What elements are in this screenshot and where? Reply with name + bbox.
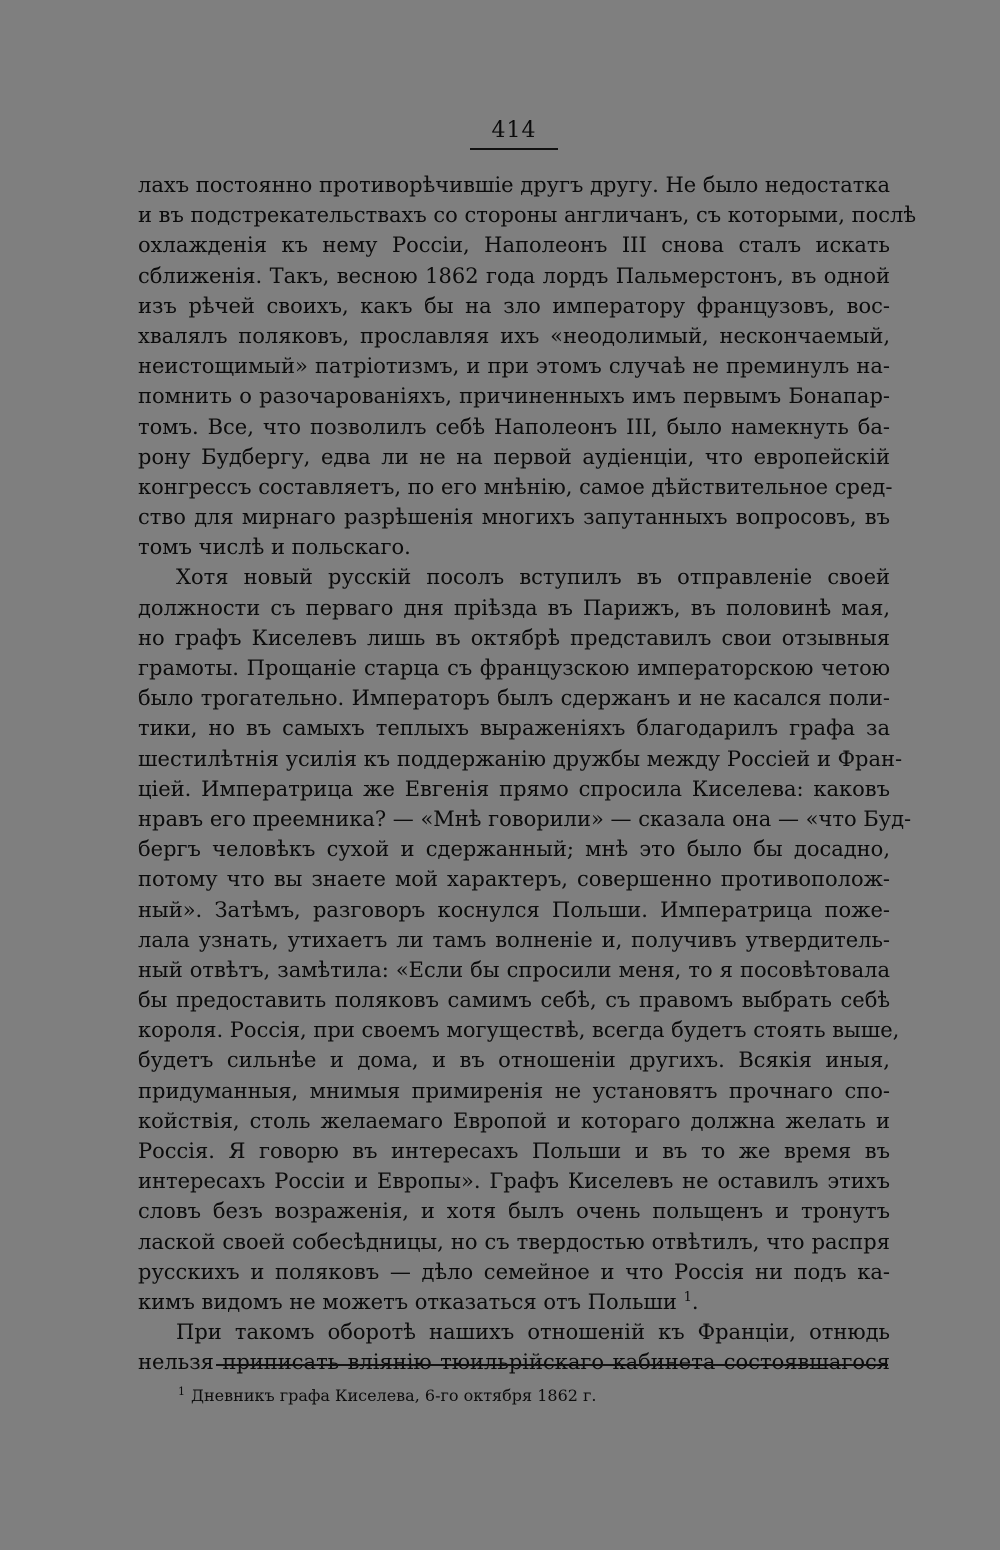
- text-line: [138, 1106, 890, 1136]
- text-line: [138, 351, 890, 381]
- text-line: [138, 623, 890, 653]
- text-line-content: кимъ видомъ не можетъ отказаться отъ Польши: [138, 1289, 677, 1314]
- text-line-content: лахъ постоянно противорѣчившіе другъ другу. Не было недостатка: [138, 173, 891, 197]
- paragraph: [138, 562, 912, 1317]
- text-line: [138, 1227, 890, 1257]
- text-line-content: томъ числѣ и польскаго.: [138, 535, 411, 560]
- text-line: [138, 1166, 890, 1196]
- text-line: [138, 532, 890, 562]
- text-line: [138, 412, 890, 442]
- text-line: [138, 502, 890, 532]
- text-line-content: лаской своей собесѣдницы, но съ твердостью отвѣтилъ, что распря: [138, 1229, 890, 1254]
- text-line: [138, 1045, 890, 1075]
- text-line-content: конгрессъ составляетъ, по его мнѣнію, самое дѣйствительное сред-: [138, 474, 893, 499]
- footnote-text: Дневникъ графа Киселева, 6-го октября 1862 г.: [191, 1386, 597, 1405]
- text-line: [138, 683, 890, 713]
- text-line: [138, 985, 890, 1015]
- text-line: [138, 261, 890, 291]
- paragraph: [138, 1317, 890, 1377]
- text-line: [138, 472, 893, 502]
- text-line: [138, 230, 890, 260]
- trailing-punctuation: .: [691, 1289, 699, 1314]
- text-line-content: хвалялъ поляковъ, прославляя ихъ «неодолимый, нескончаемый,: [138, 323, 890, 348]
- text-line: [138, 321, 890, 351]
- text-line: [138, 774, 890, 804]
- text-line-content: сближенія. Такъ, весною 1862 года лордъ Пальмерстонъ, въ одной: [138, 263, 890, 288]
- text-line-content: русскихъ и поляковъ — дѣло семейное и что Россія ни подъ ка-: [138, 1259, 890, 1284]
- text-line: [138, 834, 890, 864]
- text-line: [138, 955, 890, 985]
- text-line-content: койствія, столь желаемаго Европой и котораго должна желать и: [138, 1108, 890, 1133]
- text-line: [138, 291, 890, 321]
- text-line-content: помнить о разочарованіяхъ, причиненныхъ имъ первымъ Бонапар-: [138, 384, 890, 409]
- text-line: [138, 864, 890, 894]
- text-line-content: Россія. Я говорю въ интересахъ Польши и въ то же время въ: [138, 1139, 890, 1163]
- text-line-content: лала узнать, утихаетъ ли тамъ волненіе и, получивъ утвердитель-: [138, 927, 890, 952]
- text-line: [138, 713, 890, 743]
- text-line-content: короля. Россія, при своемъ могуществѣ, всегда будетъ стоять выше,: [138, 1018, 900, 1043]
- text-line-content: но графъ Киселевъ лишь въ октябрѣ представилъ свои отзывныя: [138, 625, 890, 650]
- text-line-content: словъ безъ возраженія, и хотя былъ очень польщенъ и тронутъ: [138, 1199, 890, 1224]
- text-line: [138, 200, 917, 230]
- text-line-content: неистощимый» патріотизмъ, и при этомъ случаѣ не преминулъ на-: [138, 354, 890, 379]
- text-line-content: бергъ человѣкъ сухой и сдержанный; мнѣ это было бы досадно,: [138, 837, 890, 862]
- text-line: [138, 593, 890, 623]
- text-line-content: шестилѣтнія усилія къ поддержанію дружбы между Россіей и Фран-: [138, 746, 903, 771]
- footnote-reference[interactable]: 1: [683, 1289, 692, 1305]
- text-line-content: было трогательно. Императоръ былъ сдержанъ и не касался поли-: [138, 686, 890, 711]
- text-line: [138, 744, 903, 774]
- text-line-content: ный». Затѣмъ, разговоръ коснулся Польши. Императрица поже-: [138, 897, 890, 922]
- footnote-rule: [216, 1364, 888, 1366]
- text-line-content: придуманныя, мнимыя примиренія не установятъ прочнаго спо-: [138, 1078, 890, 1103]
- text-line-content: грамоты. Прощаніе старца съ французскою императорскою четою: [138, 656, 890, 680]
- text-line: [138, 1015, 900, 1045]
- text-line-content: будетъ сильнѣе и дома, и въ отношеніи другихъ. Всякія иныя,: [138, 1048, 890, 1073]
- text-line: [138, 804, 912, 834]
- text-line-content: бы предоставить поляковъ самимъ себѣ, съ правомъ выбрать себѣ: [138, 988, 890, 1013]
- text-line-content: потому что вы знаете мой характеръ, совершенно противополож-: [138, 867, 890, 892]
- text-line: [138, 1257, 890, 1287]
- text-line: [138, 562, 890, 592]
- text-line: [138, 381, 890, 411]
- text-line-content: При такомъ оборотѣ нашихъ отношеній къ Франціи, отнюдь: [176, 1320, 890, 1345]
- text-line-content: рону Будбергу, едва ли не на первой аудіенціи, что европейскій: [138, 444, 890, 469]
- text-line-content: тики, но въ самыхъ теплыхъ выраженіяхъ благодарилъ графа за: [138, 716, 890, 741]
- page-number-rule: [470, 148, 558, 150]
- text-line-content: Хотя новый русскій посолъ вступилъ въ отправленіе своей: [176, 565, 890, 590]
- text-line-content: и въ подстрекательствахъ со стороны англичанъ, съ которыми, послѣ: [138, 203, 917, 228]
- text-line: [138, 925, 890, 955]
- text-line: [138, 1196, 890, 1226]
- paragraph: [138, 170, 917, 562]
- text-line-content: должности съ перваго дня пріѣзда въ Парижъ, въ половинѣ мая,: [138, 595, 890, 620]
- text-line-content: ціей. Императрица же Евгенія прямо спросила Киселева: каковъ: [138, 776, 890, 801]
- text-line: [138, 895, 890, 925]
- text-line-content: изъ рѣчей своихъ, какъ бы на зло императору французовъ, вос-: [138, 293, 890, 318]
- text-line-content: нравъ его преемника? — «Мнѣ говорили» — сказала она — «что Буд-: [138, 806, 912, 831]
- text-line: [138, 653, 890, 683]
- footnote: [178, 1385, 878, 1407]
- text-line-content: ный отвѣтъ, замѣтила: «Если бы спросили меня, то я посовѣтовала: [138, 957, 890, 982]
- text-line-content: интересахъ Россіи и Европы». Графъ Киселевъ не оставилъ этихъ: [138, 1169, 890, 1194]
- page-number: 414: [491, 118, 537, 143]
- text-line: [138, 1136, 890, 1166]
- text-line-content: нельзя приписать вліянію тюильрійскаго кабинета состоявшагося: [138, 1350, 890, 1375]
- text-line: [138, 1076, 890, 1106]
- text-line: [138, 1347, 890, 1377]
- text-line: [138, 1287, 890, 1317]
- text-line-content: томъ. Все, что позволилъ себѣ Наполеонъ III, было намекнуть ба-: [138, 414, 890, 439]
- footnote-marker: 1: [178, 1384, 185, 1398]
- text-line: [138, 170, 890, 200]
- text-line-content: ство для мирнаго разрѣшенія многихъ запутанныхъ вопросовъ, въ: [138, 505, 890, 530]
- body-text: [138, 170, 917, 1378]
- text-line: [138, 1317, 890, 1347]
- text-line: [138, 442, 890, 472]
- text-line-content: охлажденія къ нему Россіи, Наполеонъ III снова сталъ искать: [138, 233, 890, 258]
